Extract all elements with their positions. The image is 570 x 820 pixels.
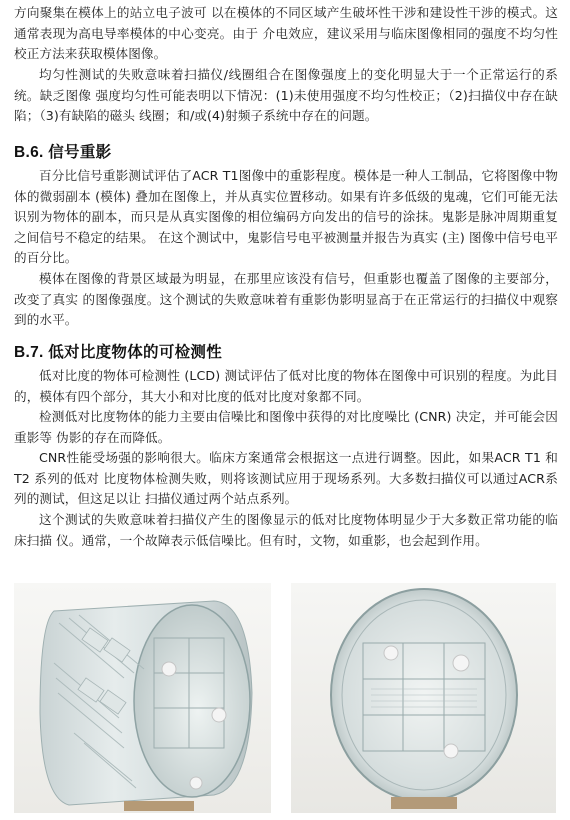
paragraph-b6-2: 模体在图像的背景区域最为明显，在那里应该没有信号，但重影也覆盖了图像的主要部分，改变了真实 的图像强度。这个测试的失败意味着有重影伪影明显高于在正常运行的扫描仪中观察到的水平。	[14, 271, 558, 327]
phantom-side-photo	[14, 583, 271, 813]
section-heading-b6: B.6. 信号重影	[14, 144, 112, 161]
phantom-front-photo	[291, 583, 556, 813]
paragraph-b7-3: CNR性能受场强的影响很大。临床方案通常会根据这一点进行调整。因此，如果ACR T1 和 T2 系列的低对 比度物体检测失败，则将该测试应用于现场系列。大多数扫描仪可以通过ACR系列的测试，但这足以让 扫描仪通过两个站点系列。	[14, 450, 558, 506]
paragraph-b7-1: 低对比度的物体可检测性 (LCD) 测试评估了低对比度的物体在图像中可识别的程度。为此目的，模体有四个部分，其大小和对比度的低对比度对象都不同。	[14, 368, 558, 404]
paragraph-b7-4: 这个测试的失败意味着扫描仪产生的图像显示的低对比度物体明显少于大多数正常功能的临床扫描 仪。通常，一个故障表示低信噪比。但有时，文物，如重影，也会起到作用。	[14, 512, 558, 548]
section-heading-b7: B.7. 低对比度物体的可检测性	[14, 344, 223, 361]
paragraph-intro-2: 均匀性测试的失败意味着扫描仪/线圈组合在图像强度上的变化明显大于一个正常运行的系统。缺乏图像 强度均匀性可能表明以下情况：(1)未使用强度不均匀性校正；（2)扫描仪中存在缺陷；（3)有缺陷的磁头 线圈；和/或(4)射频子系统中存在的问题。	[14, 67, 558, 123]
paragraph-intro-1: 方向聚集在模体上的站立电子波可 以在模体的不同区域产生破坏性干涉和建设性干涉的模式。这通常表现为高电导率模体的中心变亮。由于 介电效应，建议采用与临床图像相同的强度不均匀性校正方法来获取模体图像。	[14, 5, 558, 61]
paragraph-b6-1: 百分比信号重影测试评估了ACR T1图像中的重影程度。模体是一种人工制品，它将图像中物体的微弱副本 (模体) 叠加在图像上，并从真实位置移动。如果有许多低级的鬼魂，它们可能无法识别为物体的副本，而只是从真实图像的相位编码方向发出的信号的涂抹。鬼影是脉冲周期重复之间信号不稳定的结果。 在这个测试中，鬼影信号电平被测量并报告为真实 (主) 图像中信号电平的百分比。	[14, 168, 558, 265]
paragraph-b7-2: 检测低对比度物体的能力主要由信噪比和图像中获得的对比度噪比 (CNR) 决定，并可能会因重影等 伪影的存在而降低。	[14, 409, 558, 445]
